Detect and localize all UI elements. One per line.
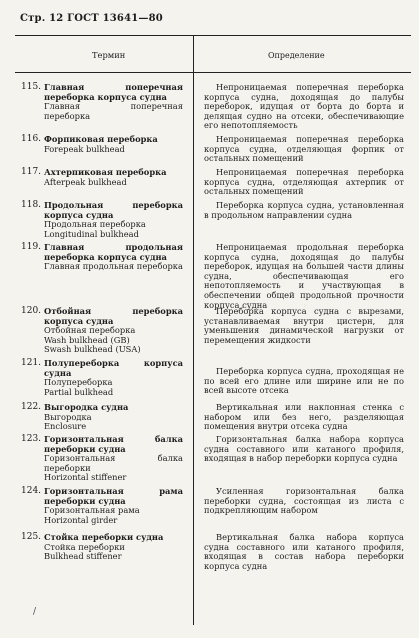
term-cell [15,168,183,187]
term-synonym: Afterpeak bulkhead [44,176,127,187]
term-name: Продольная переборка корпуса судна [44,200,183,220]
term-cell [15,533,183,562]
term-cell [15,487,183,525]
column-divider [193,35,194,625]
bottom-mark: / [33,607,37,617]
term-synonym: Продольная переборка [44,219,146,230]
definition-text: Горизонтальная балка набора корпуса судна составного или катаного профиля, входящая в набор переборки корпуса судна [204,434,404,464]
term-synonym: Главная продольная переборка [44,261,183,272]
term-synonym: Wash bulkhead (GB) [44,334,130,345]
definition-text: Усиленная горизонтальная балка переборки судна, состоящая из листа с подкрепляющим набором [204,486,404,516]
term-number: 123. [21,434,42,444]
term-number: 121. [21,358,42,368]
term-cell [15,135,183,154]
term-number: 117. [21,167,42,177]
term-name: Форпиковая переборка [44,134,158,144]
term-name: Ахтерпиковая переборка [44,167,167,177]
term-cell [15,243,183,272]
term-synonym: Enclosure [44,421,87,432]
term-synonym: Отбойная переборка [44,325,136,336]
term-cell [15,435,183,483]
term-synonym: Горизонтальная рама [44,505,140,516]
term-cell [15,403,183,432]
definition-text: Вертикальная или наклонная стенка с набором или без него, разделяющая помещения внутри отсека судна [204,402,404,432]
term-synonym: Horizontal girder [44,514,118,525]
definition-text: Непроницаемая поперечная переборка корпуса судна, отделяющая форпик от остальных помещений [204,134,404,164]
page-header: Стр. 12 ГОСТ 13641—80 [20,13,163,24]
term-number: 119. [21,242,42,252]
term-number: 122. [21,402,42,412]
definition-text: Переборка корпуса судна с вырезами, устанавливаемая внутри цистерн, для уменьшения динамической нагрузки от перемещения жидкости [204,306,404,345]
term-number: 124. [21,486,42,496]
term-cell [15,307,183,355]
term-number: 118. [21,200,42,210]
column-header-term: Термин [92,50,126,60]
term-number: 125. [21,532,42,542]
definition-text: Непроницаемая продольная переборка корпуса судна, доходящая до палубы переборок, идущая на большей части длины судна, обеспечивающая его непотопляемость и участвующая в обеспечении общей продольной прочности корпуса судна [204,242,404,310]
term-name: Выгородка судна [44,402,129,412]
term-synonym: Горизонтальная балка переборки [44,453,183,473]
definition-text: Непроницаемая поперечная переборка корпуса судна, доходящая до палубы переборок, идущая от борта до борта и делящая судно на отсеки, обеспечивающие его непотопляемость [204,82,404,131]
term-name: Горизонтальная рама переборки судна [44,486,183,506]
definition-text: Непроницаемая поперечная переборка корпуса судна, отделяющая ахтерпик от остальных помещений [204,167,404,197]
term-cell [15,83,183,121]
term-name: Главная продольная переборка корпуса судна [44,242,183,262]
table-header-rule [15,72,411,73]
term-name: Отбойная переборка корпуса судна [44,306,183,326]
term-cell [15,359,183,397]
term-synonym: Swash bulkhead (USA) [44,344,141,355]
term-number: 116. [21,134,42,144]
term-synonym: Стойка переборки [44,541,125,552]
term-synonym: Полупереборка [44,377,113,388]
term-synonym: Forepeak bulkhead [44,143,125,154]
term-synonym: Longitudinal bulkhead [44,228,139,239]
term-name: Главная поперечная переборка корпуса судна [44,82,183,102]
term-synonym: Bulkhead stiffener [44,551,122,562]
term-synonym: Horizontal stiffener [44,472,127,483]
column-header-definition: Определение [268,51,325,60]
definition-text: Вертикальная балка набора корпуса судна составного или катаного профиля, входящая в состав набора переборки корпуса судна [204,532,404,571]
term-synonym: Главная поперечная переборка [44,101,183,121]
term-name: Стойка переборки судна [44,532,164,542]
term-cell [15,201,183,239]
term-name: Горизонтальная балка переборки судна [44,434,183,454]
term-number: 115. [21,82,42,92]
definition-text: Переборка корпуса судна, установленная в продольном направлении судна [204,200,404,220]
term-name: Полупереборка корпуса судна [44,358,183,378]
table-top-rule [15,35,411,36]
term-number: 120. [21,306,42,316]
term-synonym: Выгородка [44,411,92,422]
definition-text: Переборка корпуса судна, проходящая не по всей его длине или ширине или не по всей высоте отсека [204,366,404,396]
term-synonym: Partial bulkhead [44,386,114,397]
